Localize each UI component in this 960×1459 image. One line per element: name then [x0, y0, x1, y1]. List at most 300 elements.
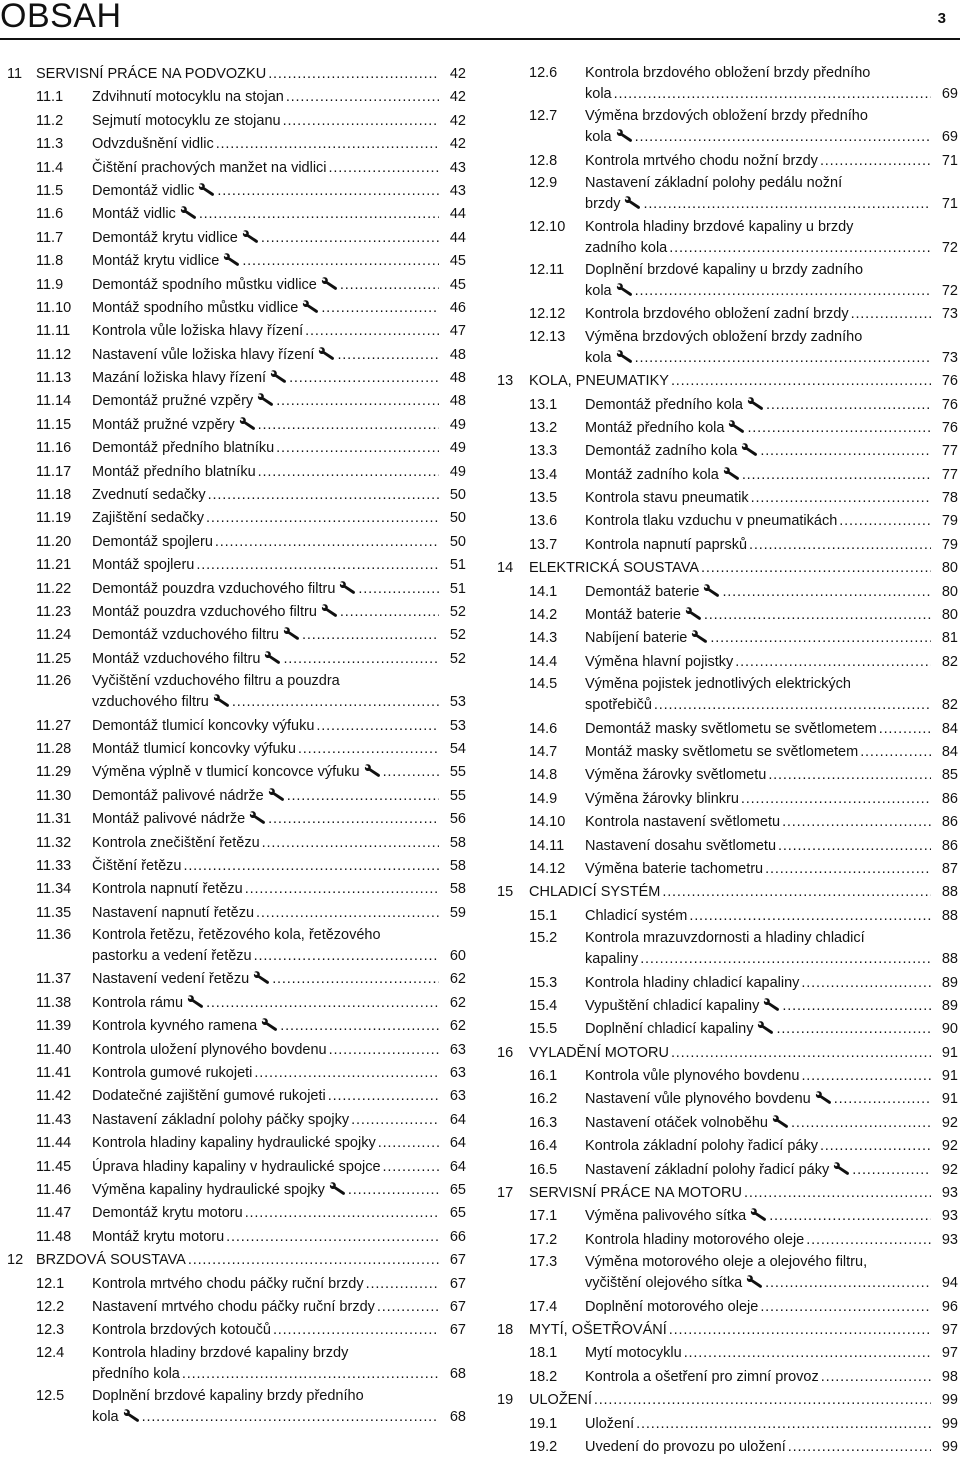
- toc-entry-title: Demontáž zadního kola: [585, 443, 738, 460]
- toc-page-number: 73: [941, 306, 958, 323]
- toc-entry[interactable]: [497, 835, 958, 858]
- toc-entry-title: spotřebičů: [585, 697, 652, 714]
- dot-leader: [635, 126, 931, 149]
- dot-leader: [377, 1296, 439, 1319]
- toc-entry[interactable]: [7, 157, 466, 180]
- toc-entry[interactable]: [497, 581, 958, 604]
- toc-entry[interactable]: [7, 320, 466, 343]
- toc-entry[interactable]: [497, 394, 958, 417]
- toc-page-number: 76: [941, 373, 958, 390]
- dot-leader: [749, 534, 931, 557]
- toc-entry[interactable]: [7, 1319, 466, 1342]
- dot-leader: [776, 1018, 931, 1041]
- toc-entry-number: 11.10: [36, 299, 72, 316]
- toc-chapter[interactable]: [497, 881, 958, 904]
- toc-entry-number: 16.2: [529, 1091, 558, 1108]
- dot-leader: [329, 157, 439, 180]
- toc-entry-title: Mytí motocyklu: [585, 1345, 682, 1362]
- toc-page-number: 43: [449, 182, 466, 199]
- toc-page-number: 91: [941, 1068, 958, 1085]
- dot-leader: [778, 835, 931, 858]
- toc-entry[interactable]: [497, 1296, 958, 1319]
- toc-page-number: 97: [941, 1321, 958, 1338]
- toc-entry-number: 11.21: [36, 557, 72, 574]
- dot-leader: [879, 718, 931, 741]
- toc-entry-number: 11.17: [36, 463, 72, 480]
- toc-entry[interactable]: [497, 417, 958, 440]
- dot-leader: [242, 250, 439, 273]
- toc-page-number: 76: [941, 396, 958, 413]
- toc-entry[interactable]: [497, 106, 958, 149]
- toc-entry-title: Demontáž krytu vidlice: [92, 229, 238, 246]
- toc-entry[interactable]: [7, 1085, 466, 1108]
- toc-page-number: 51: [449, 580, 466, 597]
- toc-entry[interactable]: [497, 173, 958, 216]
- dot-leader: [760, 1296, 931, 1319]
- toc-page-number: 67: [449, 1298, 466, 1315]
- toc-entry[interactable]: [497, 928, 958, 971]
- toc-chapter[interactable]: [497, 557, 958, 580]
- dot-leader: [199, 203, 439, 226]
- toc-entry[interactable]: [7, 344, 466, 367]
- toc-entry-title: Kontrola mrtvého chodu páčky ruční brzdy: [92, 1275, 364, 1292]
- dot-leader: [280, 1015, 439, 1038]
- toc-entry-title: Doplnění chladicí kapaliny: [585, 1021, 754, 1038]
- toc-entry[interactable]: [7, 738, 466, 761]
- toc-entry[interactable]: [497, 440, 958, 463]
- toc-entry[interactable]: [7, 1179, 466, 1202]
- toc-page-number: 49: [449, 416, 466, 433]
- toc-entry-title: Výměna baterie tachometru: [585, 860, 764, 877]
- toc-entry[interactable]: [7, 1015, 466, 1038]
- toc-entry[interactable]: [7, 1386, 466, 1429]
- toc-page-number: 59: [449, 904, 466, 921]
- toc-entry-title: Výměna výplně v tlumicí koncovce výfuku: [92, 764, 360, 781]
- toc-entry-number: 11.4: [36, 159, 64, 176]
- toc-entry-number: 13.4: [529, 466, 558, 483]
- dot-leader: [704, 604, 931, 627]
- toc-entry[interactable]: [7, 648, 466, 671]
- wrench-icon: [242, 230, 259, 243]
- toc-entry[interactable]: [7, 531, 466, 554]
- toc-entry[interactable]: [497, 627, 958, 650]
- toc-entry[interactable]: [7, 761, 466, 784]
- wrench-icon: [339, 581, 356, 594]
- wrench-icon: [283, 627, 300, 640]
- toc-entry[interactable]: [7, 855, 466, 878]
- toc-entry[interactable]: [7, 1296, 466, 1319]
- toc-entry[interactable]: [497, 1112, 958, 1135]
- toc-entry-number: 11.32: [36, 834, 72, 851]
- toc-entry-title: Čištění řetězu: [92, 857, 182, 874]
- toc-entry-title: brzdy: [585, 196, 621, 213]
- toc-entry-title: Nastavení dosahu světlometu: [585, 837, 777, 854]
- toc-entry[interactable]: [497, 1436, 958, 1459]
- toc-entry-title: Mazání ložiska hlavy řízení: [92, 370, 267, 387]
- wrench-icon: [685, 607, 702, 620]
- toc-entry[interactable]: [497, 1159, 958, 1182]
- dot-leader: [640, 948, 931, 971]
- toc-entry-number: 12.13: [529, 328, 566, 345]
- toc-entry[interactable]: [497, 1229, 958, 1252]
- dot-leader: [383, 1156, 439, 1179]
- dot-leader: [232, 691, 439, 714]
- wrench-icon: [329, 1182, 346, 1195]
- toc-entry-title: Kontrola hladiny brzdové kapaliny u brzdy: [585, 218, 854, 235]
- toc-chapter[interactable]: [7, 63, 466, 86]
- dot-leader: [722, 581, 931, 604]
- toc-entry[interactable]: [7, 507, 466, 530]
- toc-entry-title: Doplnění motorového oleje: [585, 1298, 759, 1315]
- toc-entry-title: Uvedení do provozu po uložení: [585, 1438, 786, 1455]
- toc-page-number: 82: [941, 697, 958, 714]
- toc-entry-title: Kontrola hladiny kapaliny hydraulické spojky: [92, 1135, 376, 1152]
- toc-entry-title: Kontrola brzdových kotoučů: [92, 1322, 271, 1339]
- dot-leader: [268, 808, 439, 831]
- toc-page-number: 88: [941, 951, 958, 968]
- toc-entry-title: kola: [585, 86, 612, 102]
- dot-leader: [834, 1088, 931, 1111]
- toc-entry-number: 12.1: [36, 1275, 65, 1292]
- toc-entry-number: 12: [7, 1252, 24, 1269]
- toc-entry[interactable]: [7, 203, 466, 226]
- toc-page-number: 77: [941, 466, 958, 483]
- dot-leader: [671, 1042, 931, 1065]
- toc-entry-number: 11.24: [36, 627, 72, 644]
- toc-page-number: 66: [449, 1228, 466, 1245]
- dot-leader: [751, 487, 931, 510]
- toc-entry-number: 15: [497, 884, 514, 901]
- toc-entry-title: Montáž tlumicí koncovky výfuku: [92, 740, 296, 757]
- dot-leader: [329, 1039, 439, 1062]
- toc-page-number: 49: [449, 463, 466, 480]
- toc-entry-title: Kontrola hladiny chladicí kapaliny: [585, 974, 800, 991]
- toc-entry[interactable]: [7, 250, 466, 273]
- toc-entry[interactable]: [497, 487, 958, 510]
- toc-entry[interactable]: [497, 604, 958, 627]
- toc-entry[interactable]: [7, 1202, 466, 1225]
- toc-entry-title: vyčištění olejového sítka: [585, 1275, 743, 1292]
- toc-entry-title: Nastavení napnutí řetězu: [92, 904, 255, 921]
- toc-page-number: 86: [941, 837, 958, 854]
- dot-leader: [747, 417, 931, 440]
- toc-entry[interactable]: [497, 788, 958, 811]
- toc-entry-title: Kontrola řetězu, řetězového kola, řetězového: [92, 927, 381, 944]
- toc-entry[interactable]: [7, 1062, 466, 1085]
- toc-entry[interactable]: [497, 674, 958, 717]
- toc-page-number: 84: [941, 743, 958, 760]
- toc-entry[interactable]: [497, 1413, 958, 1436]
- toc-chapter[interactable]: [497, 1042, 958, 1065]
- toc-entry[interactable]: [497, 327, 958, 370]
- toc-column-left: [7, 63, 466, 1429]
- toc-page-number: 94: [941, 1275, 958, 1292]
- toc-entry-number: 11.44: [36, 1135, 72, 1152]
- toc-entry-number: 11.33: [36, 857, 72, 874]
- wrench-icon: [270, 370, 287, 383]
- dot-leader: [272, 968, 439, 991]
- dot-leader: [215, 531, 439, 554]
- wrench-icon: [249, 811, 266, 824]
- dot-leader: [286, 86, 439, 109]
- dot-leader: [710, 627, 931, 650]
- toc-page-number: 63: [449, 1065, 466, 1082]
- toc-page-number: 53: [449, 717, 466, 734]
- toc-entry[interactable]: [497, 217, 958, 260]
- toc-entry-title: Kontrola hladiny brzdové kapaliny brzdy: [92, 1344, 349, 1361]
- toc-entry[interactable]: [7, 715, 466, 738]
- toc-page-number: 44: [449, 229, 466, 246]
- wrench-icon: [321, 277, 338, 290]
- dot-leader: [741, 788, 931, 811]
- toc-entry-number: 11.23: [36, 603, 72, 620]
- dot-leader: [196, 554, 439, 577]
- toc-entry[interactable]: [7, 902, 466, 925]
- toc-chapter[interactable]: [497, 370, 958, 393]
- toc-entry-title: Výměna palivového sítka: [585, 1208, 747, 1225]
- wrench-icon: [264, 651, 281, 664]
- toc-entry-title: Montáž spodního můstku vidlice: [92, 299, 299, 316]
- toc-entry-title: kola: [585, 349, 612, 366]
- toc-entry-title: Kontrola mrtvého chodu nožní brzdy: [585, 152, 818, 169]
- toc-entry-title: Vyčištění vzduchového filtru a pouzdra: [92, 673, 340, 690]
- toc-entry[interactable]: [7, 554, 466, 577]
- toc-entry[interactable]: [7, 414, 466, 437]
- toc-entry-title: Uložení: [585, 1415, 635, 1432]
- dot-leader: [769, 1205, 931, 1228]
- toc-entry[interactable]: [497, 303, 958, 326]
- toc-page-number: 82: [941, 653, 958, 670]
- toc-entry-number: 11: [7, 66, 23, 82]
- toc-entry[interactable]: [497, 858, 958, 881]
- toc-entry[interactable]: [497, 1088, 958, 1111]
- toc-entry[interactable]: [497, 811, 958, 834]
- toc-entry[interactable]: [7, 461, 466, 484]
- toc-entry-number: 11.11: [36, 323, 71, 340]
- toc-page-number: 62: [449, 1018, 466, 1035]
- toc-entry-number: 12.6: [529, 65, 558, 81]
- toc-entry-number: 11.3: [36, 136, 64, 153]
- toc-entry[interactable]: [7, 86, 466, 109]
- toc-page-number: 58: [449, 881, 466, 898]
- toc-entry-number: 12.5: [36, 1388, 65, 1405]
- toc-entry[interactable]: [497, 63, 958, 106]
- toc-page-number: 44: [449, 206, 466, 223]
- toc-page-number: 58: [449, 857, 466, 874]
- toc-entry-title: Nastavení otáček volnoběhu: [585, 1114, 768, 1131]
- toc-entry-number: 11.35: [36, 904, 72, 921]
- toc-entry[interactable]: [497, 464, 958, 487]
- toc-entry-number: 15.5: [529, 1021, 558, 1038]
- toc-entry-title: Montáž spojleru: [92, 557, 195, 574]
- toc-entry[interactable]: [7, 297, 466, 320]
- dot-leader: [337, 344, 439, 367]
- toc-entry-number: 17.1: [529, 1208, 558, 1225]
- toc-entry-number: 14.2: [529, 607, 558, 624]
- toc-entry[interactable]: [7, 832, 466, 855]
- toc-entry[interactable]: [497, 260, 958, 303]
- toc-entry-title: Nastavení vůle ložiska hlavy řízení: [92, 346, 315, 363]
- wrench-icon: [213, 694, 230, 707]
- toc-entry[interactable]: [7, 624, 466, 647]
- dot-leader: [635, 280, 931, 303]
- dot-leader: [669, 237, 931, 260]
- toc-page-number: 99: [941, 1392, 958, 1409]
- toc-entry[interactable]: [497, 1135, 958, 1158]
- toc-entry-title: Výměna brzdových obložení brzdy předního: [585, 108, 868, 125]
- toc-entry[interactable]: [497, 534, 958, 557]
- toc-entry-number: 12.4: [36, 1344, 65, 1361]
- dot-leader: [662, 881, 931, 904]
- toc-entry[interactable]: [7, 671, 466, 714]
- toc-entry-number: 11.6: [36, 206, 64, 223]
- toc-entry[interactable]: [7, 785, 466, 808]
- toc-entry[interactable]: [497, 995, 958, 1018]
- toc-entry[interactable]: [497, 764, 958, 787]
- toc-entry[interactable]: [7, 878, 466, 901]
- toc-entry[interactable]: [7, 992, 466, 1015]
- toc-entry[interactable]: [497, 1342, 958, 1365]
- toc-entry-number: 11.34: [36, 881, 72, 898]
- toc-page-number: 56: [449, 811, 466, 828]
- toc-entry[interactable]: [7, 1273, 466, 1296]
- toc-page-number: 42: [449, 112, 466, 129]
- toc-entry-title: Kontrola vůle plynového bovdenu: [585, 1068, 800, 1085]
- toc-entry-number: 14.4: [529, 653, 558, 670]
- toc-chapter[interactable]: [497, 1389, 958, 1412]
- toc-page-number: 93: [941, 1185, 958, 1202]
- toc-entry[interactable]: [497, 1252, 958, 1295]
- toc-entry-number: 17.2: [529, 1231, 558, 1248]
- toc-entry-title: zadního kola: [585, 239, 668, 256]
- toc-entry[interactable]: [7, 133, 466, 156]
- wrench-icon: [180, 206, 197, 219]
- toc-entry[interactable]: [497, 718, 958, 741]
- toc-entry[interactable]: [7, 1039, 466, 1062]
- toc-entry[interactable]: [7, 808, 466, 831]
- toc-entry-number: 14.3: [529, 630, 558, 647]
- dot-leader: [765, 858, 931, 881]
- toc-entry-number: 11.42: [36, 1088, 72, 1105]
- wrench-icon: [364, 764, 381, 777]
- toc-chapter[interactable]: [7, 1249, 466, 1272]
- toc-entry-title: Demontáž vidlic: [92, 182, 195, 199]
- toc-entry[interactable]: [7, 968, 466, 991]
- dot-leader: [226, 1226, 439, 1249]
- toc-entry-title: Kontrola hladiny motorového oleje: [585, 1231, 805, 1248]
- toc-entry-number: 11.27: [36, 717, 72, 734]
- toc-entry[interactable]: [497, 651, 958, 674]
- toc-entry-title: Dodatečné zajištění gumové rukojeti: [92, 1088, 326, 1105]
- toc-entry-number: 17: [497, 1185, 514, 1202]
- toc-entry[interactable]: [7, 601, 466, 624]
- toc-entry[interactable]: [497, 1065, 958, 1088]
- dot-leader: [208, 484, 439, 507]
- toc-entry[interactable]: [7, 1132, 466, 1155]
- toc-entry-title: Úprava hladiny kapaliny v hydraulické spojce: [92, 1158, 381, 1175]
- toc-entry-title: ULOŽENÍ: [529, 1392, 592, 1409]
- dot-leader: [298, 738, 439, 761]
- toc-entry[interactable]: [7, 390, 466, 413]
- toc-entry-title: Kontrola uložení plynového bovdenu: [92, 1041, 327, 1058]
- toc-entry[interactable]: [7, 925, 466, 968]
- toc-entry[interactable]: [497, 905, 958, 928]
- toc-entry[interactable]: [7, 180, 466, 203]
- toc-page-number: 87: [941, 860, 958, 877]
- toc-entry[interactable]: [7, 1109, 466, 1132]
- dot-leader: [852, 1159, 931, 1182]
- header-rule: [0, 38, 960, 40]
- toc-entry-number: 16.1: [529, 1068, 558, 1085]
- toc-page-number: 49: [449, 440, 466, 457]
- toc-entry[interactable]: [7, 367, 466, 390]
- toc-chapter[interactable]: [497, 1182, 958, 1205]
- toc-entry-number: 11.19: [36, 510, 72, 527]
- toc-entry[interactable]: [497, 150, 958, 173]
- toc-entry[interactable]: [497, 1205, 958, 1228]
- dot-leader: [256, 902, 439, 925]
- toc-entry[interactable]: [7, 1343, 466, 1386]
- toc-entry-title: Montáž předního kola: [585, 419, 725, 436]
- toc-entry[interactable]: [7, 110, 466, 133]
- toc-entry-title: Demontáž předního kola: [585, 396, 743, 413]
- dot-leader: [614, 83, 931, 106]
- toc-page-number: 65: [449, 1181, 466, 1198]
- toc-entry-number: 18.2: [529, 1368, 558, 1385]
- toc-entry-number: 12.12: [529, 306, 566, 323]
- toc-entry[interactable]: [7, 1226, 466, 1249]
- toc-page-number: 64: [449, 1111, 466, 1128]
- dot-leader: [782, 995, 931, 1018]
- toc-page-number: 55: [449, 764, 466, 781]
- toc-entry[interactable]: [497, 1366, 958, 1389]
- wrench-icon: [703, 584, 720, 597]
- dot-leader: [766, 394, 931, 417]
- toc-entry[interactable]: [7, 578, 466, 601]
- toc-entry-title: Montáž vidlic: [92, 206, 176, 223]
- toc-page-number: 45: [449, 253, 466, 270]
- wrench-icon: [123, 1409, 140, 1422]
- toc-page-number: 50: [449, 510, 466, 527]
- toc-entry[interactable]: [7, 484, 466, 507]
- toc-entry[interactable]: [497, 1018, 958, 1041]
- dot-leader: [383, 761, 439, 784]
- toc-entry-title: Výměna pojistek jednotlivých elektrických: [585, 676, 851, 693]
- toc-entry-title: Montáž vzduchového filtru: [92, 650, 261, 667]
- toc-page-number: 76: [941, 419, 958, 436]
- page-header: [0, 0, 960, 40]
- toc-page-number: 90: [941, 1021, 958, 1038]
- wrench-icon: [624, 196, 641, 209]
- dot-leader: [366, 1273, 439, 1296]
- toc-entry-number: 11.16: [36, 440, 72, 457]
- toc-entry[interactable]: [7, 1156, 466, 1179]
- toc-entry[interactable]: [497, 972, 958, 995]
- toc-entry-title: VYLADĚNÍ MOTORU: [529, 1044, 669, 1061]
- toc-entry[interactable]: [497, 510, 958, 533]
- toc-entry-number: 16.5: [529, 1161, 558, 1178]
- wrench-icon: [302, 300, 319, 313]
- toc-page-number: 63: [449, 1041, 466, 1058]
- toc-entry[interactable]: [7, 227, 466, 250]
- toc-page-number: 77: [941, 443, 958, 460]
- toc-chapter[interactable]: [497, 1319, 958, 1342]
- dot-leader: [283, 648, 439, 671]
- toc-entry[interactable]: [7, 274, 466, 297]
- toc-entry[interactable]: [497, 741, 958, 764]
- toc-entry-title: Vypuštění chladicí kapaliny: [585, 997, 760, 1014]
- toc-entry[interactable]: [7, 437, 466, 460]
